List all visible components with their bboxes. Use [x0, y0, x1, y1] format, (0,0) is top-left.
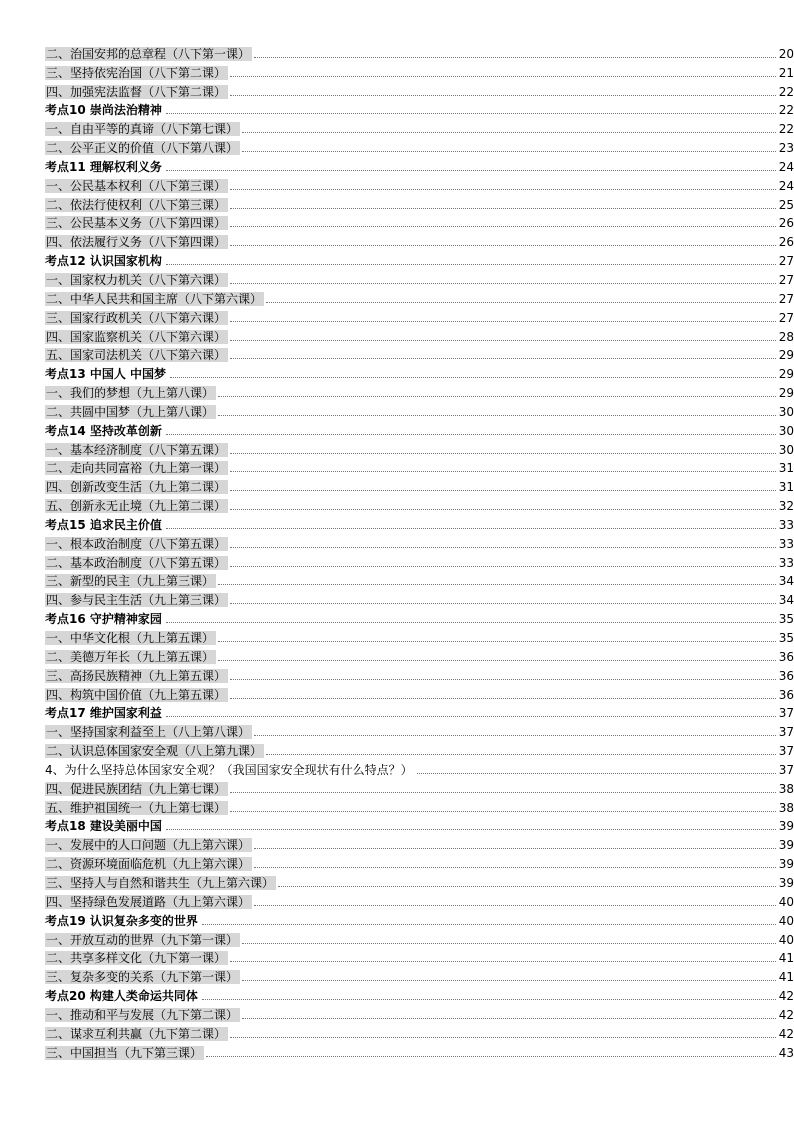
toc-page-number: 41	[778, 970, 794, 985]
toc-page-number: 30	[778, 442, 794, 457]
toc-entry[interactable]	[45, 457, 794, 476]
toc-entry-title: 考点14 坚持改革创新	[45, 423, 162, 438]
toc-entry[interactable]	[45, 287, 794, 306]
dot-leader	[230, 603, 776, 604]
toc-entry-title: 二、中华人民共和国主席（八下第六课）	[46, 291, 263, 306]
toc-entry-title: 一、中华文化根（九上第五课）	[46, 631, 215, 645]
toc-entry[interactable]	[45, 174, 794, 193]
toc-page-number: 29	[778, 367, 794, 382]
dot-leader	[254, 848, 776, 849]
toc-entry[interactable]	[45, 833, 794, 852]
toc-entry-title: 一、自由平等的真谛（八下第七课）	[46, 122, 239, 137]
toc-entry-title: 三、高扬民族精神（九上第五课）	[46, 668, 227, 683]
toc-entry-title: 考点16 守护精神家园	[45, 612, 162, 627]
toc-heading[interactable]	[45, 702, 794, 721]
toc-page-number: 37	[778, 744, 794, 759]
toc-heading[interactable]	[45, 99, 794, 118]
toc-entry[interactable]	[45, 739, 794, 758]
toc-entry[interactable]	[45, 626, 794, 645]
toc-entry[interactable]	[45, 212, 794, 231]
dot-leader	[230, 811, 776, 812]
toc-entry-title: 考点18 建设美丽中国	[45, 819, 162, 834]
dot-leader	[230, 226, 776, 227]
dot-leader	[266, 754, 776, 755]
toc-page-number: 30	[778, 404, 794, 419]
dot-leader	[218, 396, 776, 397]
dot-leader	[230, 283, 776, 284]
toc-page-number: 26	[778, 216, 794, 231]
dot-leader	[230, 1037, 776, 1038]
toc-entry-title: 考点10 崇尚法治精神	[45, 103, 162, 118]
dot-leader	[166, 829, 776, 830]
toc-entry-title: 四、国家监察机关（八下第六课）	[46, 329, 227, 344]
toc-entry-title: 一、公民基本权利（八下第三课）	[46, 178, 227, 193]
toc-entry[interactable]	[45, 664, 794, 683]
toc-page-number: 21	[778, 65, 794, 80]
toc-entry[interactable]	[45, 588, 794, 607]
toc-entry[interactable]	[45, 947, 794, 966]
toc-entry[interactable]	[45, 1003, 794, 1022]
dot-leader	[242, 132, 776, 133]
dot-leader	[266, 302, 776, 303]
toc-heading[interactable]	[45, 513, 794, 532]
toc-entry-title: 五、国家司法机关（八下第六课）	[46, 348, 227, 363]
toc-entry[interactable]	[45, 61, 794, 80]
dot-leader	[230, 566, 776, 567]
dot-leader	[230, 961, 776, 962]
toc-page-number: 40	[778, 932, 794, 947]
toc-heading[interactable]	[45, 815, 794, 834]
dot-leader	[170, 377, 776, 378]
toc-entry-title: 二、依法行使权利（八下第三课）	[46, 197, 227, 212]
dot-leader	[254, 867, 776, 868]
toc-entry-title: 四、创新改变生活（九上第二课）	[46, 480, 227, 495]
toc-entry-title: 考点20 构建人类命运共同体	[45, 989, 198, 1004]
toc-entry-title: 二、公平正义的价值（八下第八课）	[46, 141, 239, 156]
toc-page-number: 22	[778, 103, 794, 118]
toc-page-number: 40	[778, 894, 794, 909]
toc-page-number: 22	[778, 84, 794, 99]
toc-page-number: 42	[778, 1007, 794, 1022]
toc-entry-title: 考点12 认识国家机构	[45, 254, 162, 269]
toc-entry[interactable]	[45, 438, 794, 457]
toc-page-number: 27	[778, 310, 794, 325]
toc-entry[interactable]	[45, 871, 794, 890]
toc-entry[interactable]	[45, 344, 794, 363]
toc-entry-title: 考点11 理解权利义务	[45, 159, 162, 174]
toc-entry-title: 四、参与民主生活（九上第三课）	[46, 593, 227, 608]
dot-leader	[254, 57, 776, 58]
toc-page-number: 39	[778, 819, 794, 834]
toc-page-number: 42	[778, 989, 794, 1004]
toc-entry[interactable]	[45, 965, 794, 984]
dot-leader	[254, 905, 776, 906]
toc-entry[interactable]	[45, 268, 794, 287]
toc-page-number: 22	[778, 122, 794, 137]
toc-entry-title: 一、开放互动的世界（九下第一课）	[46, 932, 239, 947]
dot-leader	[230, 321, 776, 322]
toc-page-number: 23	[778, 141, 794, 156]
dot-leader	[218, 584, 776, 585]
toc-entry[interactable]	[45, 532, 794, 551]
toc-entry-title: 一、发展中的人口问题（九上第六课）	[46, 838, 251, 853]
toc-heading[interactable]	[45, 607, 794, 626]
toc-entry[interactable]	[45, 325, 794, 344]
toc-entry[interactable]	[45, 645, 794, 664]
toc-entry[interactable]	[45, 80, 794, 99]
dot-leader	[206, 1056, 776, 1057]
toc-entry[interactable]	[45, 42, 794, 61]
dot-leader	[230, 471, 776, 472]
toc-entry[interactable]	[45, 796, 794, 815]
toc-page-number: 39	[778, 875, 794, 890]
toc-page-number: 41	[778, 951, 794, 966]
toc-page-number: 24	[778, 178, 794, 193]
toc-page-number: 28	[778, 329, 794, 344]
toc-heading[interactable]	[45, 984, 794, 1003]
toc-page-number: 36	[778, 687, 794, 702]
toc-entry-title: 三、复杂多变的关系（九下第一课）	[46, 970, 239, 985]
dot-leader	[242, 1018, 776, 1019]
toc-page-number: 37	[778, 725, 794, 740]
toc-page-number: 31	[778, 480, 794, 495]
toc-page-number: 33	[778, 555, 794, 570]
toc-entry-title: 一、坚持国家利益至上（八上第八课）	[46, 725, 251, 740]
toc-page-number: 38	[778, 781, 794, 796]
toc-entry[interactable]	[45, 400, 794, 419]
toc-page-number: 25	[778, 197, 794, 212]
toc-entry[interactable]	[45, 475, 794, 494]
dot-leader	[166, 622, 776, 623]
toc-entry-title: 一、我们的梦想（九上第八课）	[46, 386, 215, 401]
toc-entry-title: 考点17 维护国家利益	[45, 706, 162, 721]
toc-entry-title: 一、推动和平与发展（九下第二课）	[46, 1007, 239, 1022]
dot-leader	[166, 113, 776, 114]
dot-leader	[202, 924, 776, 925]
dot-leader	[230, 76, 776, 77]
dot-leader	[230, 792, 776, 793]
dot-leader	[417, 773, 776, 774]
dot-leader	[202, 999, 776, 1000]
toc-page-number: 24	[778, 159, 794, 174]
dot-leader	[230, 698, 776, 699]
dot-leader	[230, 547, 776, 548]
toc-page-number: 31	[778, 461, 794, 476]
toc-heading[interactable]	[45, 419, 794, 438]
toc-entry-title: 四、构筑中国价值（九上第五课）	[46, 687, 227, 702]
dot-leader	[166, 264, 776, 265]
table-of-contents	[45, 42, 794, 1060]
toc-entry-title: 二、资源环境面临危机（九上第六课）	[46, 857, 251, 872]
toc-entry-title: 五、维护祖国统一（九上第七课）	[46, 800, 227, 815]
toc-entry-title: 二、共圆中国梦（九上第八课）	[46, 404, 215, 419]
toc-entry[interactable]	[45, 758, 794, 777]
toc-page-number: 33	[778, 536, 794, 551]
toc-entry-title: 二、认识总体国家安全观（八上第九课）	[46, 744, 263, 759]
toc-page-number: 36	[778, 649, 794, 664]
toc-entry[interactable]	[45, 230, 794, 249]
toc-page-number: 36	[778, 668, 794, 683]
toc-entry-title: 考点15 追求民主价值	[45, 517, 162, 532]
dot-leader	[230, 95, 776, 96]
toc-entry[interactable]	[45, 1022, 794, 1041]
toc-page-number: 43	[778, 1045, 794, 1060]
toc-entry-title: 考点13 中国人 中国梦	[45, 367, 167, 382]
toc-heading[interactable]	[45, 155, 794, 174]
toc-page-number: 27	[778, 272, 794, 287]
dot-leader	[230, 245, 776, 246]
toc-entry-title: 一、国家权力机关（八下第六课）	[46, 272, 227, 287]
toc-page-number: 29	[778, 386, 794, 401]
toc-page-number: 42	[778, 1026, 794, 1041]
toc-page-number: 20	[778, 46, 794, 61]
toc-entry-title: 二、走向共同富裕（九上第一课）	[46, 461, 227, 476]
toc-entry-title: 二、共享多样文化（九下第一课）	[46, 951, 227, 966]
dot-leader	[166, 528, 776, 529]
toc-entry[interactable]	[45, 890, 794, 909]
toc-entry-title: 五、创新永无止境（九上第二课）	[46, 499, 227, 514]
toc-entry[interactable]	[45, 117, 794, 136]
toc-heading[interactable]	[45, 362, 794, 381]
toc-entry[interactable]	[45, 136, 794, 155]
dot-leader	[230, 490, 776, 491]
dot-leader	[230, 679, 776, 680]
toc-entry-title: 二、治国安邦的总章程（八下第一课）	[46, 46, 251, 61]
dot-leader	[230, 189, 776, 190]
dot-leader	[230, 358, 776, 359]
toc-entry[interactable]	[45, 720, 794, 739]
dot-leader	[166, 170, 776, 171]
toc-entry[interactable]	[45, 494, 794, 513]
toc-page-number: 34	[778, 593, 794, 608]
toc-page-number: 40	[778, 913, 794, 928]
toc-entry-title: 二、美德万年长（九上第五课）	[46, 649, 215, 664]
toc-page-number: 34	[778, 574, 794, 589]
toc-entry-title: 三、公民基本义务（八下第四课）	[46, 216, 227, 231]
toc-page-number: 30	[778, 423, 794, 438]
toc-entry-title: 二、谋求互利共赢（九下第二课）	[46, 1026, 227, 1041]
toc-page-number: 27	[778, 254, 794, 269]
dot-leader	[242, 151, 776, 152]
toc-entry-title: 三、坚持依宪治国（八下第二课）	[46, 65, 227, 80]
toc-page-number: 37	[778, 762, 794, 777]
toc-entry-title: 考点19 认识复杂多变的世界	[45, 913, 198, 928]
dot-leader	[278, 886, 776, 887]
toc-page-number: 38	[778, 800, 794, 815]
toc-entry[interactable]	[45, 683, 794, 702]
toc-entry[interactable]	[45, 928, 794, 947]
dot-leader	[242, 943, 776, 944]
toc-entry[interactable]	[45, 551, 794, 570]
toc-entry[interactable]	[45, 1041, 794, 1060]
dot-leader	[218, 641, 776, 642]
toc-entry-title: 4、为什么坚持总体国家安全观？（我国国家安全现状有什么特点？）	[45, 762, 413, 777]
toc-page-number: 27	[778, 291, 794, 306]
toc-entry-title: 四、加强宪法监督（八下第二课）	[46, 84, 227, 99]
dot-leader	[218, 415, 776, 416]
dot-leader	[230, 208, 776, 209]
toc-entry-title: 四、坚持绿色发展道路（九上第六课）	[46, 894, 251, 909]
toc-page-number: 26	[778, 235, 794, 250]
toc-entry-title: 三、国家行政机关（八下第六课）	[46, 310, 227, 325]
toc-page-number: 39	[778, 857, 794, 872]
toc-page-number: 35	[778, 631, 794, 645]
toc-page-number: 35	[778, 612, 794, 627]
toc-page-number: 32	[778, 499, 794, 514]
dot-leader	[166, 434, 776, 435]
toc-entry[interactable]	[45, 777, 794, 796]
toc-page-number: 37	[778, 706, 794, 721]
dot-leader	[218, 660, 776, 661]
toc-entry-title: 四、促进民族团结（九上第七课）	[46, 781, 227, 796]
dot-leader	[254, 735, 776, 736]
toc-entry[interactable]	[45, 852, 794, 871]
toc-entry-title: 四、依法履行义务（八下第四课）	[46, 235, 227, 250]
dot-leader	[230, 340, 776, 341]
toc-entry[interactable]	[45, 381, 794, 400]
toc-entry-title: 一、基本经济制度（八下第五课）	[46, 442, 227, 457]
dot-leader	[230, 453, 776, 454]
toc-heading[interactable]	[45, 909, 794, 928]
toc-page-number: 33	[778, 517, 794, 532]
dot-leader	[242, 980, 776, 981]
toc-entry-title: 二、基本政治制度（八下第五课）	[46, 555, 227, 570]
toc-entry-title: 三、中国担当（九下第三课）	[46, 1045, 203, 1060]
toc-entry[interactable]	[45, 570, 794, 589]
toc-entry-title: 三、新型的民主（九上第三课）	[46, 574, 215, 589]
toc-entry-title: 三、坚持人与自然和谐共生（九上第六课）	[46, 875, 275, 890]
toc-entry-title: 一、根本政治制度（八下第五课）	[46, 536, 227, 551]
toc-page-number: 39	[778, 838, 794, 853]
toc-entry[interactable]	[45, 193, 794, 212]
dot-leader	[230, 509, 776, 510]
toc-entry[interactable]	[45, 306, 794, 325]
toc-heading[interactable]	[45, 249, 794, 268]
toc-page-number: 29	[778, 348, 794, 363]
dot-leader	[166, 716, 776, 717]
